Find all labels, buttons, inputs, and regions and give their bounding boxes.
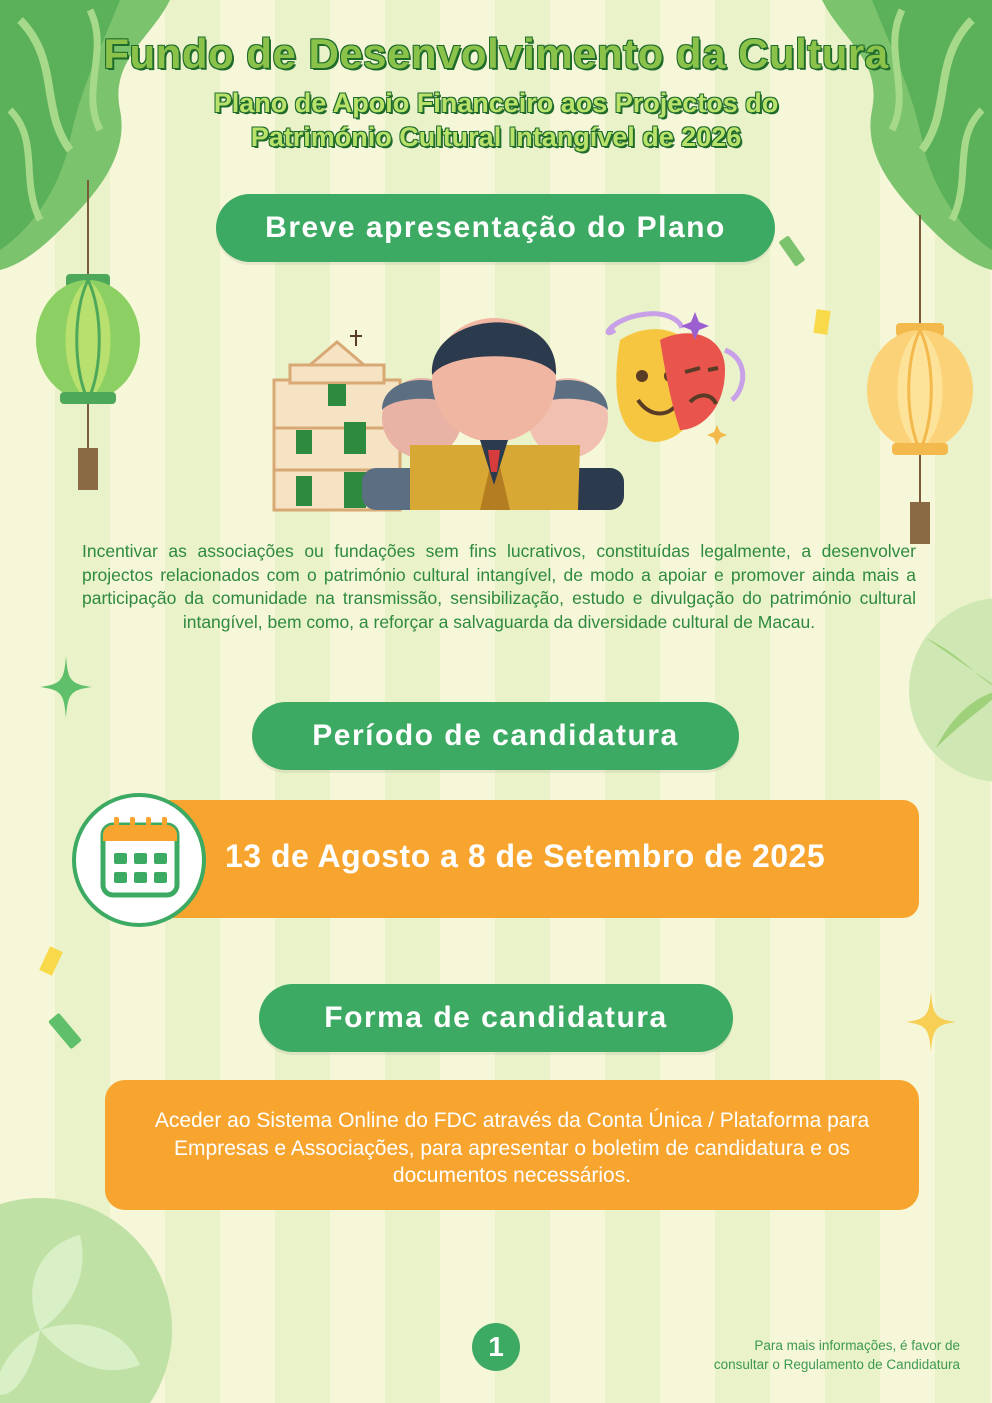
confetti xyxy=(48,1013,82,1050)
confetti xyxy=(813,309,830,335)
intro-body: Incentivar as associações ou fundações sem fins lucrativos, constituídas legalmente, a desenvolver projectos relacionados com o património cultural intangível, de modo a apoiar e promover ainda mais a participação da comunidade na transmissão, sensibilização, estudo e divulgação do património cultural intangível, bem como, a reforçar a salvaguarda da diversidade cultural de Macau. xyxy=(82,541,916,632)
sparkle-icon xyxy=(906,992,956,1052)
leaf-circle-right-icon xyxy=(906,598,992,783)
subtitle-line-1: Plano de Apoio Financeiro aos Projectos do xyxy=(213,88,779,118)
footnote xyxy=(620,1336,960,1374)
application-period: 13 de Agosto a 8 de Setembro de 2025 xyxy=(225,838,826,874)
footnote-line-1: Para mais informações, é favor de xyxy=(754,1338,960,1353)
footnote-line-2: consultar o Regulamento de Candidatura xyxy=(713,1357,960,1372)
theatre-masks-icon xyxy=(608,312,743,445)
subtitle-line-2: Património Cultural Intangível de 2026 xyxy=(250,122,742,152)
lantern-green-icon xyxy=(28,180,148,500)
leaf-circle-left-icon xyxy=(0,1195,175,1403)
lantern-yellow-icon xyxy=(860,215,980,545)
calendar-icon xyxy=(100,815,180,899)
period-heading: Período de candidatura xyxy=(252,702,739,770)
page-number: 1 xyxy=(472,1323,520,1371)
confetti xyxy=(39,946,63,975)
page-title: Fundo de Desenvolvimento da Cultura xyxy=(103,30,889,77)
page-subtitle xyxy=(0,86,992,154)
method-body: Aceder ao Sistema Online do FDC através da Conta Única / Plataforma para Empresas e Associações, para apresentar o boletim de candidatura e os documentos necessários. xyxy=(154,1109,870,1187)
people-icon xyxy=(362,318,624,510)
method-heading: Forma de candidatura xyxy=(259,984,733,1052)
illustration xyxy=(270,300,750,515)
intro-heading: Breve apresentação do Plano xyxy=(216,194,775,262)
sparkle-icon xyxy=(40,656,92,718)
